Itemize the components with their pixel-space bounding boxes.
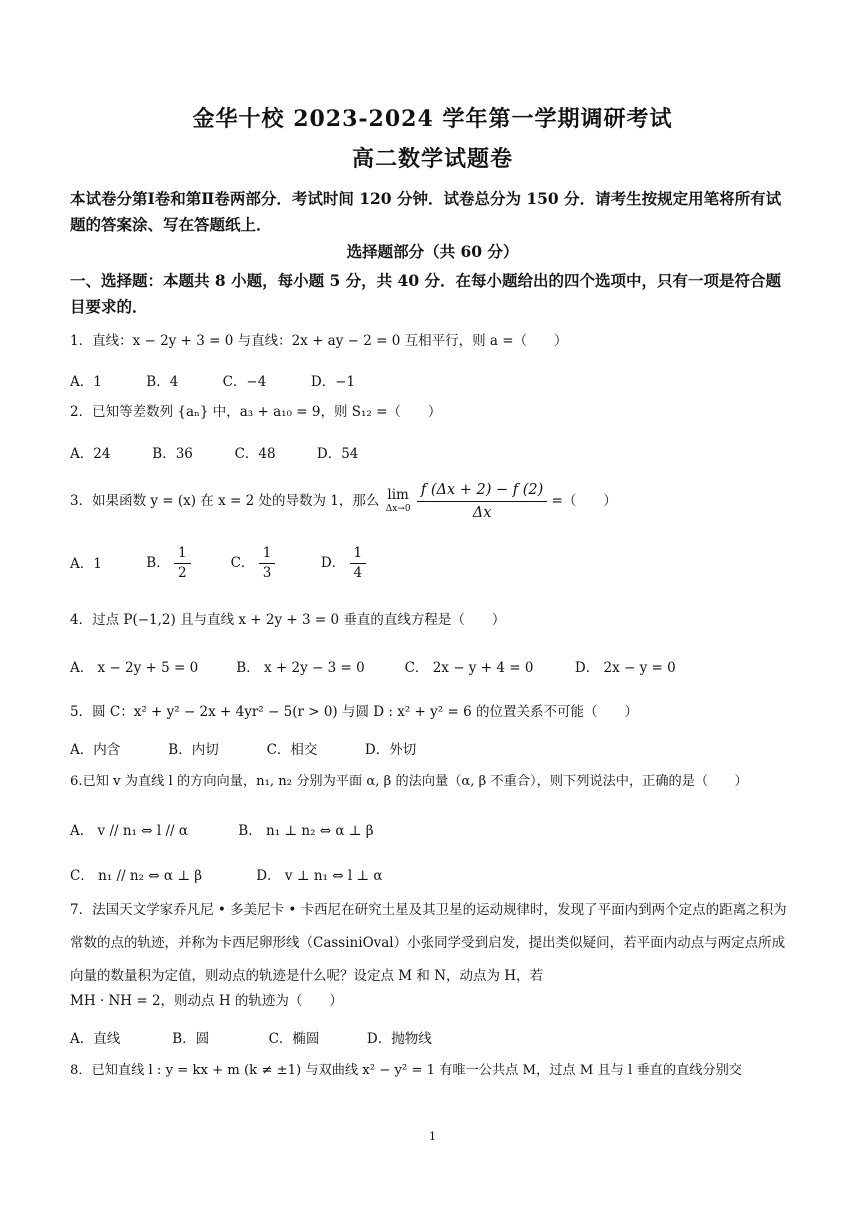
question-5-option-d: D．外切 (364, 742, 417, 758)
question-3-limit-text: lim (387, 486, 409, 503)
question-4-stem: 4．过点 P(−1,2) 且与直线 x + 2y + 3 = 0 垂直的直线方程是（ ） (70, 612, 506, 628)
question-7-options (70, 1027, 432, 1047)
question-3-option-c-denominator: 3 (262, 565, 272, 581)
question-3-option-d-label: D． (320, 555, 346, 571)
question-4-option-a: A． x − 2y + 5 = 0 (70, 660, 199, 676)
question-6-options-row-1 (70, 819, 374, 839)
question-3-option-c (231, 544, 317, 583)
question-3-option-d-denominator: 4 (353, 565, 363, 581)
question-3-option-b-denominator: 2 (178, 565, 187, 581)
question-7-stem-continued: MH · NH = 2，则动点 H 的轨迹为（ ） (70, 993, 343, 1009)
question-7-option-c: C．椭圆 (268, 1031, 320, 1047)
question-3-option-c-label: C． (230, 555, 255, 571)
question-5-option-c: C．相交 (266, 742, 318, 758)
question-5-options (70, 738, 416, 758)
question-3-option-c-fraction (259, 544, 276, 583)
question-4-options (70, 656, 676, 676)
question-3-option-d-fraction (350, 544, 367, 583)
question-3-option-a: A．1 (70, 555, 102, 572)
question-1-options (70, 370, 355, 390)
question-2-option-d: D．54 (316, 446, 359, 462)
question-4-option-b: B． x + 2y − 3 = 0 (236, 660, 365, 676)
question-3-fraction (417, 479, 547, 524)
question-4-option-d: D． 2x − y = 0 (574, 660, 676, 676)
question-6-option-c: C． n₁ // n₂ ⇔ α ⊥ β (70, 868, 203, 884)
question-1-stem: 1．直线：x − 2y + 3 = 0 与直线：2x + ay − 2 = 0 互相平行，则 a =（ ） (70, 333, 568, 349)
question-7-option-d: D．抛物线 (366, 1031, 432, 1047)
exam-subtitle: 高二数学试题卷 (351, 146, 513, 172)
question-6-option-d: D． v ⊥ n₁ ⇔ l ⊥ α (256, 868, 383, 884)
question-6-option-b: B． n₁ ⊥ n₂ ⇔ α ⊥ β (238, 823, 374, 839)
question-3-limit-subscript: Δx→0 (385, 503, 411, 514)
question-3-limit (386, 488, 411, 516)
exam-page (70, 0, 795, 1216)
question-6-options-row-2 (70, 864, 383, 884)
question-4-option-c: C． 2x − y + 4 = 0 (404, 660, 534, 676)
question-3-options (70, 544, 366, 583)
question-3-option-d-numerator: 1 (350, 544, 367, 564)
question-2-option-b: B．36 (152, 446, 193, 462)
question-3-fraction-numerator: f (Δx + 2) − f (2) (417, 479, 547, 502)
question-5-stem: 5．圆 C：x² + y² − 2x + 4yr² − 5(r > 0) 与圆 D : x² + y² = 6 的位置关系不可能（ ） (70, 704, 638, 720)
question-3-stem (70, 478, 795, 524)
question-2-option-c: C．48 (234, 446, 276, 462)
question-3-stem-text: 3．如果函数 y = (x) 在 x = 2 处的导数为 1，那么 (70, 493, 380, 509)
question-5-option-a: A．内含 (70, 742, 121, 758)
question-5-option-b: B．内切 (168, 742, 219, 758)
exam-title: 金华十校 2023-2024 学年第一学期调研考试 (192, 106, 673, 132)
question-6-stem: 6.已知 v 为直线 l 的方向向量，n₁, n₂ 分别为平面 α, β 的法向量（α, β 不重合），则下列说法中，正确的是（ ） (70, 774, 748, 789)
question-3-stem-end: =（ ） (551, 493, 617, 509)
question-3-option-b-label: B． (146, 555, 170, 571)
question-3-option-b-fraction (174, 544, 191, 583)
question-3-option-d (321, 544, 366, 583)
question-2-stem: 2．已知等差数列 {aₙ} 中，a₃ + a₁₀ = 9，则 S₁₂ =（ ） (70, 404, 442, 420)
question-7-stem: 7．法国天文学家乔凡尼 • 多美尼卡 • 卡西尼在研究土星及其卫星的运动规律时，发现了平面内到两个定点的距离之积为常数的点的轨迹，并称为卡西尼卵形线（CassiniOval）小张同学受到启发，提出类似疑问，若平面内动点与两定点所成向量的数量积为定值，则动点的轨迹是什么呢？设定点 M 和 N，动点为 H，若 (70, 902, 787, 984)
question-1-option-c: C．−4 (222, 374, 267, 390)
question-3-option-c-numerator: 1 (259, 544, 276, 564)
question-3-fraction-denominator: Δx (472, 505, 492, 521)
question-1-option-d: D．−1 (310, 374, 356, 390)
exam-instructions: 本试卷分第Ⅰ卷和第Ⅱ卷两部分．考试时间 120 分钟．试卷总分为 150 分．请考生按规定用笔将所有试题的答案涂、写在答题纸上． (70, 189, 782, 234)
section-title: 一、选择题：本题共 8 小题，每小题 5 分，共 40 分．在每小题给出的四个选项中，只有一项是符合题目要求的． (70, 271, 782, 316)
question-1-option-a: A．1 (70, 374, 102, 390)
question-8-stem: 8．已知直线 l : y = kx + m (k ≠ ±1) 与双曲线 x² − y² = 1 有唯一公共点 M，过点 M 且与 l 垂直的直线分别交 (70, 1063, 742, 1078)
question-1-option-b: B．4 (146, 374, 179, 390)
question-2-options (70, 442, 358, 462)
question-6-option-a: A． v // n₁ ⇔ l // α (70, 823, 188, 839)
page-number: 1 (429, 1130, 436, 1143)
question-3-option-b-numerator: 1 (174, 544, 191, 564)
question-2-option-a: A．24 (70, 446, 111, 462)
part-title: 选择题部分（共 60 分） (346, 242, 519, 261)
question-7-option-a: A．直线 (70, 1031, 121, 1047)
question-7-option-b: B．圆 (172, 1031, 210, 1047)
question-3-option-b (146, 544, 226, 583)
